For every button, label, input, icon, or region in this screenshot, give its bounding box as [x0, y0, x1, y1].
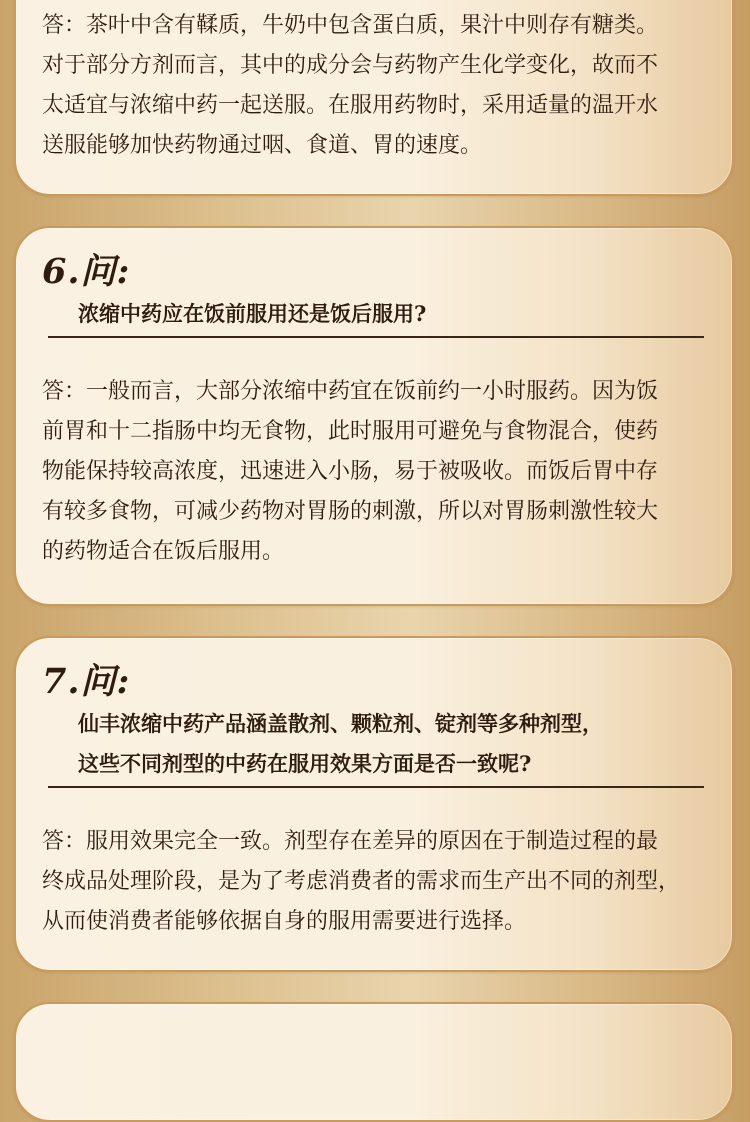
answer-text	[42, 822, 718, 942]
divider	[48, 336, 704, 338]
answer-line: 太适宜与浓缩中药一起送服。在服用药物时，采用适量的温开水	[42, 93, 659, 118]
answer-line: 送服能够加快药物通过咽、食道、胃的速度。	[42, 133, 483, 158]
question-number: 6.问:	[42, 251, 131, 292]
answer-line: 的药物适合在饭后服用。	[42, 539, 285, 564]
answer-line: 有较多食物，可减少药物对胃肠的刺激，所以对胃肠刺激性较大	[42, 499, 659, 524]
answer-line: 答：服用效果完全一致。剂型存在差异的原因在于制造过程的最	[42, 829, 659, 854]
answer-line: 前胃和十二指肠中均无食物，此时服用可避免与食物混合，使药	[42, 419, 659, 444]
answer-line: 答：茶叶中含有鞣质，牛奶中包含蛋白质，果汁中则存有糖类。	[42, 13, 659, 38]
faq-card-6	[14, 226, 734, 606]
answer-line: 终成品处理阶段，是为了考虑消费者的需求而生产出不同的剂型，	[42, 869, 681, 894]
faq-card-7	[14, 636, 734, 972]
answer-line: 物能保持较高浓度，迅速进入小肠，易于被吸收。而饭后胃中存	[42, 459, 659, 484]
question-line: 仙丰浓缩中药产品涵盖散剂、颗粒剂、锭剂等多种剂型，	[78, 711, 603, 736]
question-text	[78, 294, 712, 334]
question-line: 浓缩中药应在饭前服用还是饭后服用?	[78, 301, 427, 326]
answer-line: 对于部分方剂而言，其中的成分会与药物产生化学变化，故而不	[42, 53, 659, 78]
question-text	[78, 704, 712, 784]
answer-text	[42, 6, 718, 166]
answer-line: 从而使消费者能够依据自身的服用需要进行选择。	[42, 909, 527, 934]
question-line: 这些不同剂型的中药在服用效果方面是否一致呢?	[78, 751, 532, 776]
faq-card-5	[14, 0, 734, 196]
divider	[48, 786, 704, 788]
question-number: 7.问:	[42, 661, 131, 702]
answer-line: 答：一般而言，大部分浓缩中药宜在饭前约一小时服药。因为饭	[42, 379, 659, 404]
faq-card-8	[14, 1002, 734, 1122]
answer-text	[42, 372, 718, 572]
